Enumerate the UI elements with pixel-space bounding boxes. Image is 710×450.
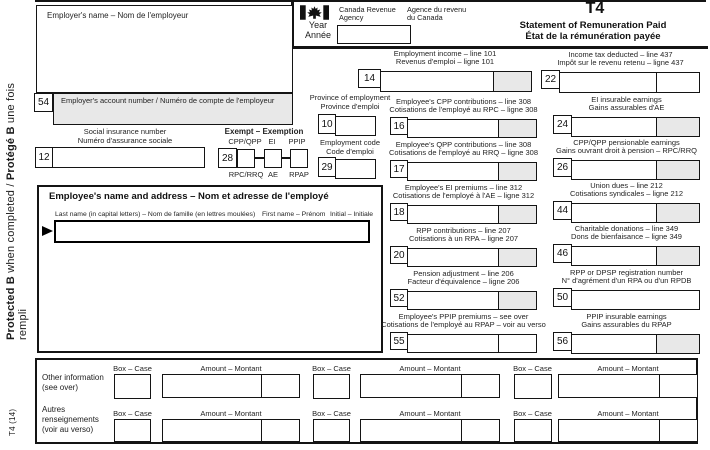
agency-name-fr: Agence du revenu du Canada	[407, 5, 467, 23]
box17-number: 17	[390, 160, 408, 178]
amount-label: Amount – Montant	[200, 364, 262, 373]
exempt-connector-2	[282, 157, 290, 159]
sin-input[interactable]	[52, 147, 205, 168]
employee-box-title: Employee's name and address – Nom et adresse de l'employé	[49, 191, 329, 202]
field-charitable-donations	[553, 223, 700, 266]
field-employment-income	[358, 48, 532, 92]
field-ei-premiums	[390, 182, 537, 224]
amount-input[interactable]	[407, 205, 537, 224]
box54-number: 54	[34, 93, 53, 112]
field-pension-adjustment	[390, 268, 537, 310]
employer-name-box[interactable]	[36, 5, 293, 93]
name-arrow-icon	[42, 226, 53, 236]
field-label: Employment income – line 101 Revenus d'emploi – ligne 101	[393, 48, 497, 67]
exempt-cppqpp-checkbox[interactable]	[237, 149, 255, 168]
other-info-box-input[interactable]	[514, 419, 552, 442]
amount-input[interactable]	[407, 162, 537, 181]
field-label: RPP or DPSP registration number N° d'agrément d'un RPA ou d'un RPDB	[561, 267, 692, 286]
employer-name-label: Employer's name – Nom de l'employeur	[47, 11, 189, 20]
agency-name-en: Canada Revenue Agency	[339, 5, 396, 23]
exempt-connector-1	[255, 157, 264, 159]
box55-number: 55	[390, 332, 408, 350]
autres-renseignements-label: Autres renseignements (voir au verso)	[42, 405, 99, 434]
other-info-box-input[interactable]	[114, 419, 151, 442]
cents-cell	[656, 118, 699, 136]
amount-input[interactable]	[407, 291, 537, 310]
amount-input[interactable]	[407, 119, 537, 138]
form-title: T4	[585, 0, 605, 17]
other-info-box-input[interactable]	[313, 419, 350, 442]
amount-input[interactable]	[407, 334, 537, 353]
amount-input[interactable]	[571, 160, 700, 180]
exempt-ei-label: EI	[268, 137, 276, 146]
cents-cell	[656, 73, 699, 92]
amount-input[interactable]	[571, 203, 700, 223]
other-info-box-input[interactable]	[514, 374, 552, 399]
field-income-tax-deducted	[541, 49, 700, 93]
amount-label: Amount – Montant	[597, 364, 659, 373]
box14-number: 14	[358, 69, 381, 88]
field-ei-insurable-earnings	[553, 94, 700, 137]
box-case-label: Box – Case	[312, 409, 351, 418]
field-pensionable-earnings	[553, 137, 700, 180]
other-info-amount-input[interactable]	[162, 419, 300, 442]
first-name-label: First name – Prénom	[262, 211, 326, 218]
form-subtitle-en: Statement of Remuneration Paid	[519, 20, 667, 31]
box26-number: 26	[553, 158, 572, 177]
sin-label: Social insurance number Numéro d'assurance sociale	[77, 127, 173, 145]
cents-cell	[659, 375, 697, 397]
employment-code-input[interactable]	[335, 159, 376, 179]
cents-cell	[498, 335, 536, 352]
cents-cell	[461, 420, 499, 441]
other-information-label: Other information (see over)	[42, 373, 104, 392]
cents-cell	[261, 420, 299, 441]
field-qpp-contributions	[388, 139, 539, 181]
box16-number: 16	[390, 117, 408, 135]
box-case-label: Box – Case	[513, 409, 552, 418]
field-label: Employee's QPP contributions – line 308 Cotisations de l'employé au RRQ – ligne 308	[388, 139, 539, 158]
cents-cell	[461, 375, 499, 397]
field-label: Income tax deducted – line 437 Impôt sur le revenu retenu – ligne 437	[557, 49, 684, 68]
province-label: Province of employment Province d'emploi	[309, 93, 391, 111]
exempt-ppip-label: PPIP	[288, 137, 306, 146]
cents-cell	[261, 375, 299, 397]
field-label: Pension adjustment – line 206 Facteur d'équivalence – ligne 206	[407, 268, 520, 287]
box29-number: 29	[318, 157, 336, 177]
box-case-label: Box – Case	[312, 364, 351, 373]
box50-number: 50	[553, 288, 572, 307]
box44-number: 44	[553, 201, 572, 220]
cents-cell	[498, 249, 536, 266]
exempt-rpap-label: RPAP	[289, 170, 309, 179]
other-info-box-input[interactable]	[313, 374, 350, 399]
form-version-vertical-label: T4 (14)	[8, 408, 17, 436]
other-info-box-input[interactable]	[114, 374, 151, 399]
box12-number: 12	[35, 147, 53, 168]
cents-cell	[498, 163, 536, 180]
field-ppip-premiums	[381, 311, 546, 353]
amount-input[interactable]	[571, 290, 700, 310]
cents-cell	[659, 420, 697, 441]
other-info-amount-input[interactable]	[558, 419, 698, 442]
box46-number: 46	[553, 244, 572, 263]
box10-number: 10	[318, 114, 336, 134]
field-label: Employee's CPP contributions – line 308 Cotisations de l'employé au RPC – ligne 308	[389, 96, 538, 115]
box20-number: 20	[390, 246, 408, 264]
field-label: Charitable donations – line 349 Dons de bienfaisance – ligne 349	[571, 223, 682, 242]
field-rpp-dpsp-registration	[553, 267, 700, 310]
amount-label: Amount – Montant	[399, 409, 461, 418]
field-label: EI insurable earnings Gains assurables d'AE	[588, 94, 665, 113]
box22-number: 22	[541, 70, 560, 89]
other-info-amount-input[interactable]	[558, 374, 698, 398]
initial-label: Initial – Initiale	[330, 211, 374, 218]
box-case-label: Box – Case	[513, 364, 552, 373]
amount-input[interactable]	[571, 334, 700, 354]
box28-number: 28	[218, 148, 237, 168]
province-input[interactable]	[335, 116, 376, 136]
employee-name-input[interactable]	[54, 220, 370, 243]
amount-input[interactable]	[559, 72, 700, 93]
cents-cell	[656, 204, 699, 222]
amount-label: Amount – Montant	[597, 409, 659, 418]
cents-cell	[656, 161, 699, 179]
box56-number: 56	[553, 332, 572, 351]
exempt-ei-checkbox[interactable]	[264, 149, 282, 168]
cents-cell	[498, 206, 536, 223]
header-horizontal-divider	[291, 46, 708, 49]
box52-number: 52	[390, 289, 408, 307]
employer-account-label: Employer's account number / Numéro de compte de l'employeur	[61, 96, 275, 105]
employer-account-field[interactable]	[53, 93, 293, 125]
employee-address-area[interactable]	[43, 247, 377, 347]
exempt-cppqpp-label: CPP/QPP	[228, 137, 262, 146]
box-case-label: Box – Case	[113, 409, 152, 418]
exempt-rpcrrq-label: RPC/RRQ	[228, 170, 264, 179]
cents-cell	[498, 292, 536, 309]
field-label: PPIP insurable earnings Gains assurables du RPAP	[581, 311, 672, 330]
field-cpp-contributions	[389, 96, 538, 138]
box24-number: 24	[553, 115, 572, 134]
cents-cell	[498, 120, 536, 137]
cents-cell	[656, 335, 699, 353]
cents-cell	[493, 72, 531, 91]
amount-input[interactable]	[571, 246, 700, 266]
canada-flag-icon	[300, 5, 329, 20]
year-label: Year Année	[304, 20, 332, 40]
cents-cell	[656, 247, 699, 265]
amount-input[interactable]	[407, 248, 537, 267]
field-label: RPP contributions – line 207 Cotisations à un RPA – ligne 207	[408, 225, 519, 244]
amount-input[interactable]	[380, 71, 532, 92]
exempt-title: Exempt – Exemption	[224, 127, 304, 136]
field-ppip-insurable-earnings	[553, 311, 700, 354]
employee-name-address-box[interactable]	[37, 185, 383, 353]
field-label: Union dues – line 212 Cotisations syndicales – ligne 212	[570, 180, 683, 199]
last-name-label: Last name (in capital letters) – Nom de famille (en lettres moulées)	[55, 211, 256, 218]
field-rpp-contributions	[390, 225, 537, 267]
exempt-ae-label: AE	[267, 170, 278, 179]
box-case-label: Box – Case	[113, 364, 152, 373]
box18-number: 18	[390, 203, 408, 221]
other-info-amount-input[interactable]	[360, 374, 500, 398]
amount-input[interactable]	[571, 117, 700, 137]
year-input[interactable]	[337, 25, 411, 44]
employment-code-label: Employment code Code d'emploi	[319, 138, 381, 156]
field-label: Employee's EI premiums – line 312 Cotisations de l'employé à l'AE – ligne 312	[392, 182, 535, 201]
field-label: Employee's PPIP premiums – see over Cotisations de l'employé au RPAP – voir au verso	[381, 311, 546, 330]
field-union-dues	[553, 180, 700, 223]
other-info-amount-input[interactable]	[162, 374, 300, 398]
amount-label: Amount – Montant	[399, 364, 461, 373]
field-label: CPP/QPP pensionable earnings Gains ouvrant droit à pension – RPC/RRQ	[556, 137, 697, 156]
form-subtitle-fr: État de la rémunération payée	[525, 31, 661, 42]
amount-label: Amount – Montant	[200, 409, 262, 418]
other-info-amount-input[interactable]	[360, 419, 500, 442]
protected-b-vertical-label: Protected B when completed / Protégé B une fois rempli	[5, 82, 29, 340]
